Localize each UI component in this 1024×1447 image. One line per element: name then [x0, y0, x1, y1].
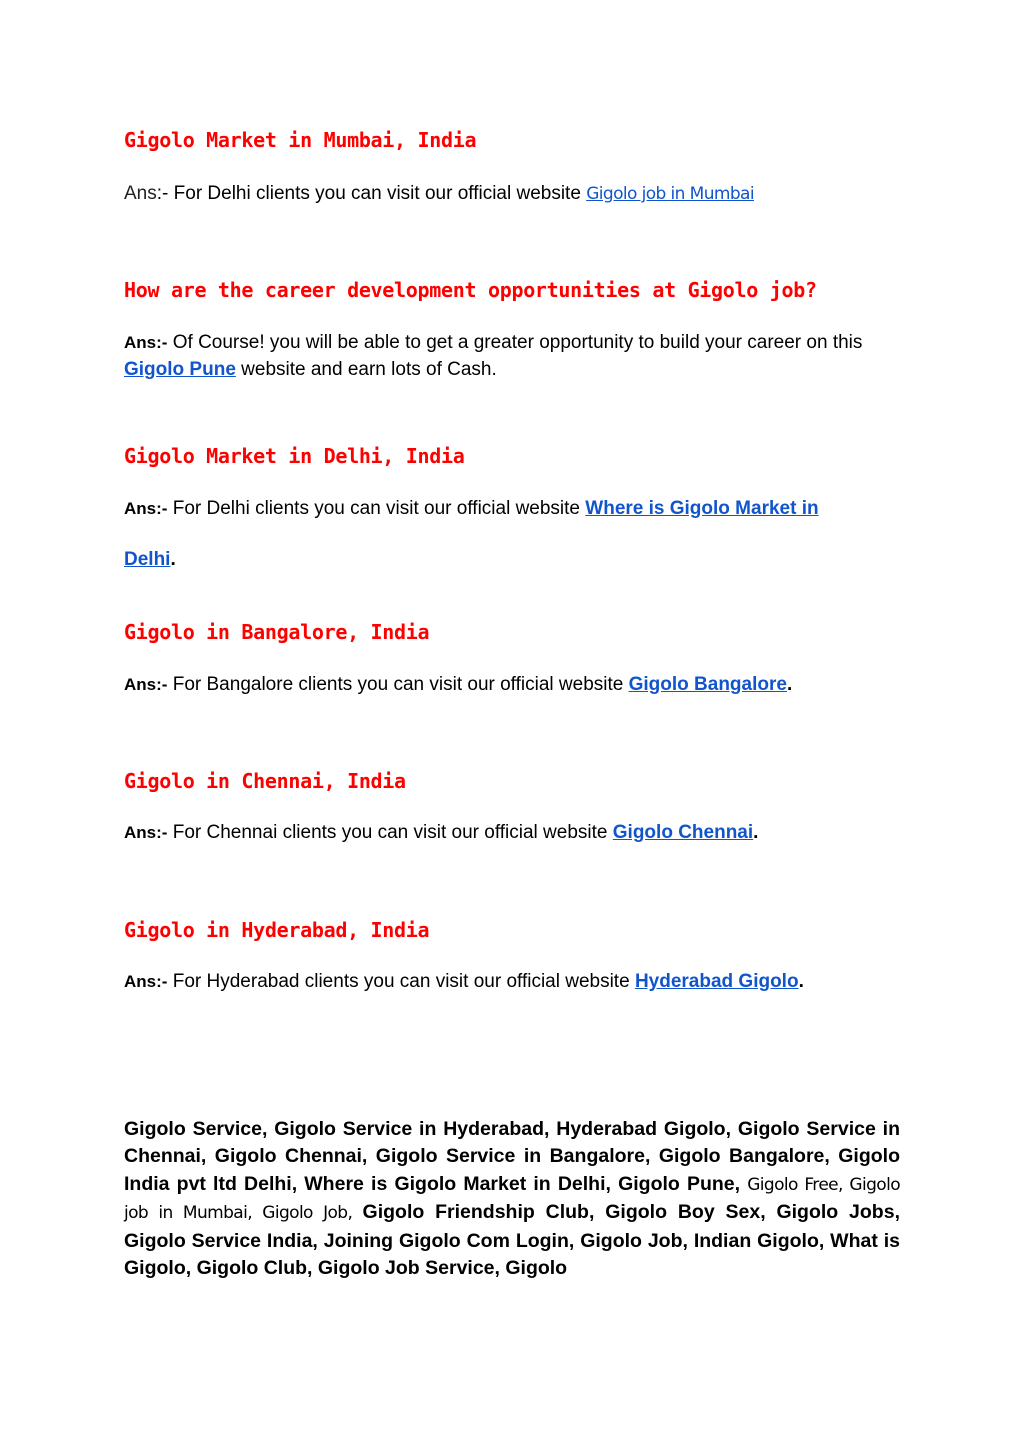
answer-mumbai-market [124, 180, 900, 208]
ans-label: Ans [124, 183, 157, 204]
answer-text: For Chennai clients you can visit our official website [167, 822, 613, 843]
answer-text-after: . [753, 822, 759, 843]
heading-bangalore: Gigolo in Bangalore, India [124, 620, 430, 644]
answer-text: Of Course! you will be able to get a greater opportunity to build your career on this [167, 332, 863, 353]
answer-text: For Hyderabad clients you can visit our official website [167, 971, 635, 992]
keywords-part2: Gigolo Free, Gigolo job in Mumbai, Gigolo Job, [124, 1174, 901, 1224]
answer-hyderabad [124, 968, 900, 995]
keywords-part1: Gigolo Service, Gigolo Service in Hyderabad, Hyderabad Gigolo, Gigolo Service in Chennai, Gigolo Chennai, Gigolo Service in Bangalore, Gigolo Bangalore, Gigolo India pvt ltd Delhi, Where is Gigolo Market in Delhi, Gigolo Pune, [124, 1118, 900, 1195]
ans-label: Ans:- [124, 675, 168, 694]
answer-text-after: . [786, 674, 793, 695]
link-gigolo-chennai[interactable]: Gigolo Chennai [612, 822, 754, 843]
ans-separator: :- [156, 183, 174, 204]
keywords-part3: Gigolo Friendship Club, Gigolo Boy Sex, Gigolo Jobs, Gigolo Service India, Joining Gigolo Com Login, Gigolo Job, Indian Gigolo, What is Gigolo, Gigolo Club, Gigolo Job Service, Gigolo [124, 1201, 900, 1280]
answer-delhi-market-line2 [124, 546, 900, 573]
answer-text-after: . [170, 549, 176, 570]
ans-label: Ans:- [124, 333, 168, 352]
answer-career-development [124, 329, 900, 383]
link-delhi[interactable]: Delhi [124, 549, 171, 570]
heading-career-development: How are the career development opportunities at Gigolo job? [124, 278, 817, 302]
answer-delhi-market [124, 495, 900, 522]
answer-bangalore [124, 671, 900, 698]
link-gigolo-job-in-mumbai[interactable]: Gigolo job in Mumbai [586, 184, 754, 204]
answer-text-after: . [798, 971, 804, 992]
link-gigolo-bangalore[interactable]: Gigolo Bangalore [628, 674, 787, 695]
answer-text: For Bangalore clients you can visit our official website [167, 674, 629, 695]
answer-text-after: website and earn lots of Cash. [235, 359, 497, 380]
answer-text: For Delhi clients you can visit our official website [167, 498, 586, 519]
answer-chennai [124, 819, 900, 846]
heading-hyderabad: Gigolo in Hyderabad, India [124, 918, 430, 942]
answer-text: For Delhi clients you can visit our official website [173, 183, 587, 204]
ans-label: Ans:- [124, 972, 168, 991]
heading-delhi-market: Gigolo Market in Delhi, India [124, 444, 465, 468]
link-gigolo-pune[interactable]: Gigolo Pune [124, 359, 236, 380]
ans-label: Ans:- [124, 499, 168, 518]
heading-chennai: Gigolo in Chennai, India [124, 769, 406, 793]
link-hyderabad-gigolo[interactable]: Hyderabad Gigolo [634, 971, 799, 992]
heading-mumbai-market: Gigolo Market in Mumbai, India [124, 128, 477, 152]
link-where-is-gigolo-market-in-delhi[interactable]: Where is Gigolo Market in [585, 498, 819, 519]
keywords-paragraph [124, 1116, 900, 1282]
ans-label: Ans:- [124, 823, 168, 842]
